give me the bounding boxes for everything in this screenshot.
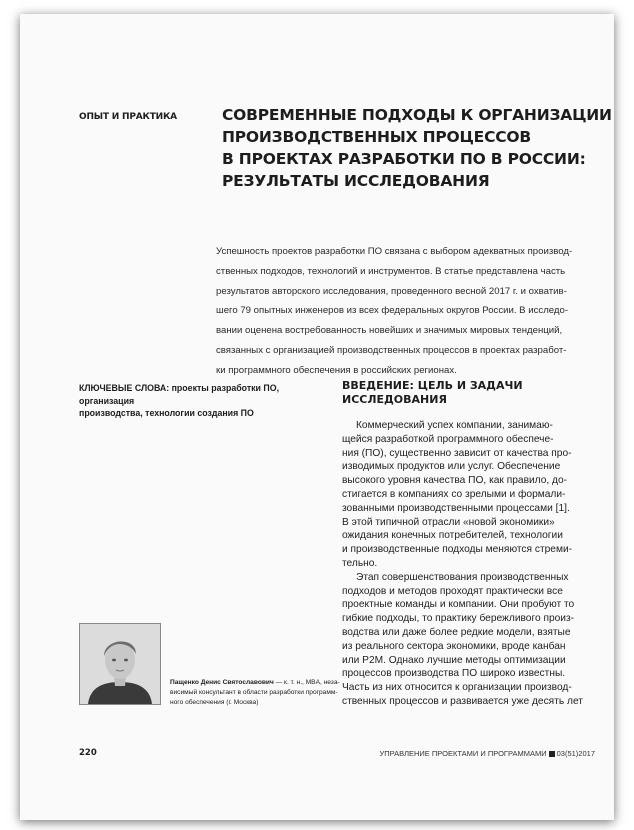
body-line: ственных процессов и развивается уже десять лет [342,695,583,707]
body-line: гибкие подходы, то практику бережливого произ- [342,613,575,625]
author-line-3: ного обеспечения (г. Москва) [170,699,259,706]
abstract-line: ственных подходов, технологий и инструментов. В статье представлена часть [216,265,566,277]
body-line: из реального сектора экономики, вроде канбан [342,640,566,652]
body-line: процессов производства ПО широко известны. [342,668,566,680]
keywords-line-2: производства, технологии создания ПО [79,408,254,418]
author-line-2: висимый консультант в области разработки программ- [170,689,338,696]
body-line: высокого уровня качества ПО, как правило, до- [342,475,568,487]
body-line: щейся разработкой программного обеспече- [342,433,554,445]
body-line: ожидания конечных потребителей, технологии [342,530,563,542]
abstract-line: связанных с организацией производственных процессов в проектах разработ- [216,344,567,356]
abstract-line: вании оценена востребованность новейших и значимых мировых тенденций, [216,325,563,337]
page-number: 220 [79,748,97,758]
abstract-line: Успешность проектов разработки ПО связана с выбором адекватных производ- [216,246,573,257]
heading-line: ИССЛЕДОВАНИЯ [342,393,447,406]
journal-issue: 03(51)2017 [556,749,595,758]
body-line: Этап совершенствования производственных [356,571,569,583]
body-line: и производственные подходы меняются стреми- [342,544,573,556]
body-line: Коммерческий успех компании, занимаю- [356,420,553,431]
intro-heading [342,379,602,407]
body-line: Часть из них относится к организации производ- [342,682,572,694]
abstract [216,242,616,381]
author-portrait-image [80,624,160,704]
heading-line: ВВЕДЕНИЕ: ЦЕЛЬ И ЗАДАЧИ [342,379,523,392]
title-line: В ПРОЕКТАХ РАЗРАБОТКИ ПО В РОССИИ: [222,150,586,168]
abstract-line: шего 79 опытных инженеров из всех федеральных округов России. В исследо- [216,305,569,317]
author-name: Пащенко Денис Святославович [170,679,274,686]
title-line: ПРОИЗВОДСТВЕННЫХ ПРОЦЕССОВ [222,128,532,146]
keywords-line-1 [79,382,319,407]
author-line-1 [170,678,340,688]
title-line: РЕЗУЛЬТАТЫ ИССЛЕДОВАНИЯ [222,172,490,190]
body-line: подходов и методов проходят практически все [342,585,563,597]
journal-footer [370,749,595,758]
body-line: стигается в компаниях со зрелыми и формали- [342,488,566,500]
keywords [79,382,319,420]
body-line: или P2M. Однако лучшие методы оптимизации [342,654,566,666]
body-line: ния (ПО), существенно зависит от качества про- [342,447,572,459]
separator-square-icon [549,751,555,757]
abstract-line: результатов авторского исследования, проведенного весной 2017 г. и охватив- [216,285,567,297]
body-line: зованными производственными процессами [1]. [342,502,570,514]
body-line: проектные команды и компании. Они пробуют то [342,599,575,611]
author-credentials: — к. т. н., MBA, неза- [273,679,340,686]
abstract-line: ки программного обеспечения в российских регионах. [216,364,457,376]
body-line: изводимых продуктов или услуг. Обеспечение [342,461,561,473]
keywords-label: КЛЮЧЕВЫЕ СЛОВА: [79,383,170,393]
body-line: В этой типичной отрасли «новой экономики» [342,516,555,528]
title-line: СОВРЕМЕННЫЕ ПОДХОДЫ К ОРГАНИЗАЦИИ [222,106,612,124]
author-info [170,678,340,708]
body-line: водства или даже более редкие модели, взятые [342,626,571,638]
intro-body [342,419,612,709]
section-label: ОПЫТ И ПРАКТИКА [79,112,177,122]
body-line: тельно. [342,557,378,569]
keywords-text: проекты разработки ПО, организация [79,383,280,406]
journal-name: УПРАВЛЕНИЕ ПРОЕКТАМИ И ПРОГРАММАМИ [379,749,547,758]
article-title [222,104,622,192]
journal-page [20,14,614,820]
author-photo [79,623,161,705]
